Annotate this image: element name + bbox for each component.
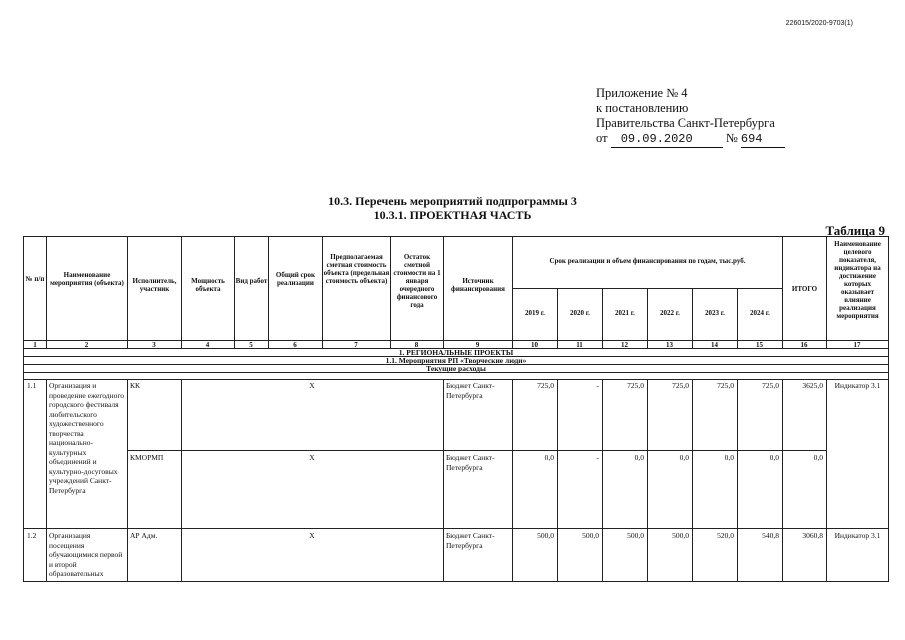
subsection-title: 1.1. Мероприятия РП «Творческие люди» bbox=[385, 356, 527, 365]
value-2024: 0,0 bbox=[769, 453, 779, 462]
row-number: 1.1 bbox=[27, 381, 37, 390]
document-id: 226015/2020-9703(1) bbox=[785, 20, 853, 27]
value-2019: 0,0 bbox=[544, 453, 554, 462]
col-header-work-type: Вид работ bbox=[235, 277, 268, 285]
value-total: 3625,0 bbox=[802, 381, 823, 390]
appendix-line-3: Правительства Санкт-Петербурга bbox=[596, 116, 775, 130]
col-number: 13 bbox=[666, 341, 673, 349]
executor: КМОРМП bbox=[130, 453, 164, 462]
col-number: 8 bbox=[414, 341, 419, 349]
value-2023: 725,0 bbox=[717, 381, 734, 390]
col-header-capacity: Мощность объекта bbox=[191, 277, 225, 293]
measures-table bbox=[23, 236, 889, 582]
col-number: 4 bbox=[205, 341, 210, 349]
funding-source: Бюджет Санкт-Петербурга bbox=[446, 381, 495, 400]
col-number: 3 bbox=[152, 341, 156, 349]
col-number: 7 bbox=[354, 341, 358, 349]
col-header-name: Наименование мероприятия (объекта) bbox=[50, 271, 124, 287]
col-number: 11 bbox=[576, 341, 583, 349]
table-label: Таблица 9 bbox=[825, 223, 885, 238]
col-number: 6 bbox=[293, 341, 297, 349]
measure-name: Организация посещения обучающимися первой и второй образовательных bbox=[49, 531, 123, 578]
appendix-line-1: Приложение № 4 bbox=[596, 86, 688, 100]
value-2023: 0,0 bbox=[724, 453, 734, 462]
col-number: 16 bbox=[800, 341, 808, 349]
value-2020: - bbox=[596, 453, 599, 462]
col-number: 9 bbox=[475, 341, 480, 349]
value-2021: 725,0 bbox=[627, 381, 644, 390]
col-header-remainder: Остаток сметной стоимости на 1 января очередного финансового года bbox=[393, 253, 441, 309]
col-number: 5 bbox=[249, 341, 253, 349]
value-2024: 540,8 bbox=[762, 531, 779, 540]
value-2023: 520,0 bbox=[717, 531, 734, 540]
appendix-date-line bbox=[596, 131, 785, 148]
value-2022: 0,0 bbox=[679, 453, 689, 462]
number-prefix: № bbox=[725, 131, 738, 145]
funding-source: Бюджет Санкт-Петербурга bbox=[446, 531, 495, 550]
col-header-total: ИТОГО bbox=[791, 285, 818, 293]
col-number: 10 bbox=[531, 341, 538, 349]
x-mark: Х bbox=[309, 453, 315, 462]
date-value: 09.09.2020 bbox=[611, 132, 723, 148]
col-header-2022: 2022 г. bbox=[660, 309, 680, 317]
col-header-2019: 2019 г. bbox=[525, 309, 545, 317]
funding-source: Бюджет Санкт-Петербурга bbox=[446, 453, 495, 472]
value-2021: 500,0 bbox=[627, 531, 644, 540]
value-2020: 500,0 bbox=[582, 531, 599, 540]
value-2022: 500,0 bbox=[672, 531, 689, 540]
col-number: 1 bbox=[33, 341, 37, 349]
col-header-term: Общий срок реализации bbox=[275, 271, 316, 287]
col-header-period: Срок реализации и объем финансирования по годам, тыс.руб. bbox=[549, 257, 746, 265]
x-mark: Х bbox=[309, 531, 315, 540]
value-2021: 0,0 bbox=[634, 453, 644, 462]
indicator: Индикатор 3.1 bbox=[834, 381, 881, 390]
title-line-2: 10.3.1. ПРОЕКТНАЯ ЧАСТЬ bbox=[373, 208, 532, 222]
col-header-2021: 2021 г. bbox=[615, 309, 635, 317]
date-prefix: от bbox=[596, 131, 608, 145]
col-header-2023: 2023 г. bbox=[705, 309, 725, 317]
col-header-executor: Исполнитель, участник bbox=[132, 277, 177, 293]
col-number: 17 bbox=[853, 341, 861, 349]
number-value: 694 bbox=[741, 132, 785, 148]
executor: КК bbox=[130, 381, 141, 390]
col-number: 15 bbox=[756, 341, 763, 349]
value-2022: 725,0 bbox=[672, 381, 689, 390]
col-header-indicator: Наименование целевого показателя, индикатора на достижение которых оказывает влияние реализация мероприятия bbox=[834, 240, 881, 320]
value-total: 3060,8 bbox=[802, 531, 823, 540]
executor: АР Адм. bbox=[130, 531, 158, 540]
expense-type: Текущие расходы bbox=[426, 364, 486, 373]
x-mark: Х bbox=[309, 381, 315, 390]
col-header-number: № п/п bbox=[25, 275, 45, 283]
measure-name: Организация и проведение ежегодного городского фестиваля любительского художественного творчества национально-культурных объединений и культурно-досуговых учреждений Санкт-Петербурга bbox=[49, 381, 124, 495]
col-number: 12 bbox=[621, 341, 628, 349]
row-number: 1.2 bbox=[27, 531, 37, 540]
col-header-estimate: Предполагаемая сметная стоимость объекта (предельная стоимость объекта) bbox=[323, 253, 390, 285]
section-title: 1. РЕГИОНАЛЬНЫЕ ПРОЕКТЫ bbox=[398, 348, 514, 357]
value-2024: 725,0 bbox=[762, 381, 779, 390]
value-2019: 725,0 bbox=[537, 381, 554, 390]
col-header-2020: 2020 г. bbox=[570, 309, 590, 317]
value-2020: - bbox=[596, 381, 599, 390]
col-header-2024: 2024 г. bbox=[750, 309, 770, 317]
col-header-source: Источник финансирования bbox=[451, 277, 505, 293]
value-total: 0,0 bbox=[813, 453, 823, 462]
appendix-block bbox=[596, 86, 785, 148]
appendix-line-2: к постановлению bbox=[596, 101, 689, 115]
col-number: 14 bbox=[711, 341, 718, 349]
indicator: Индикатор 3.1 bbox=[834, 531, 881, 540]
value-2019: 500,0 bbox=[537, 531, 554, 540]
col-number: 2 bbox=[84, 341, 89, 349]
title-line-1: 10.3. Перечень мероприятий подпрограммы 3 bbox=[328, 194, 577, 208]
